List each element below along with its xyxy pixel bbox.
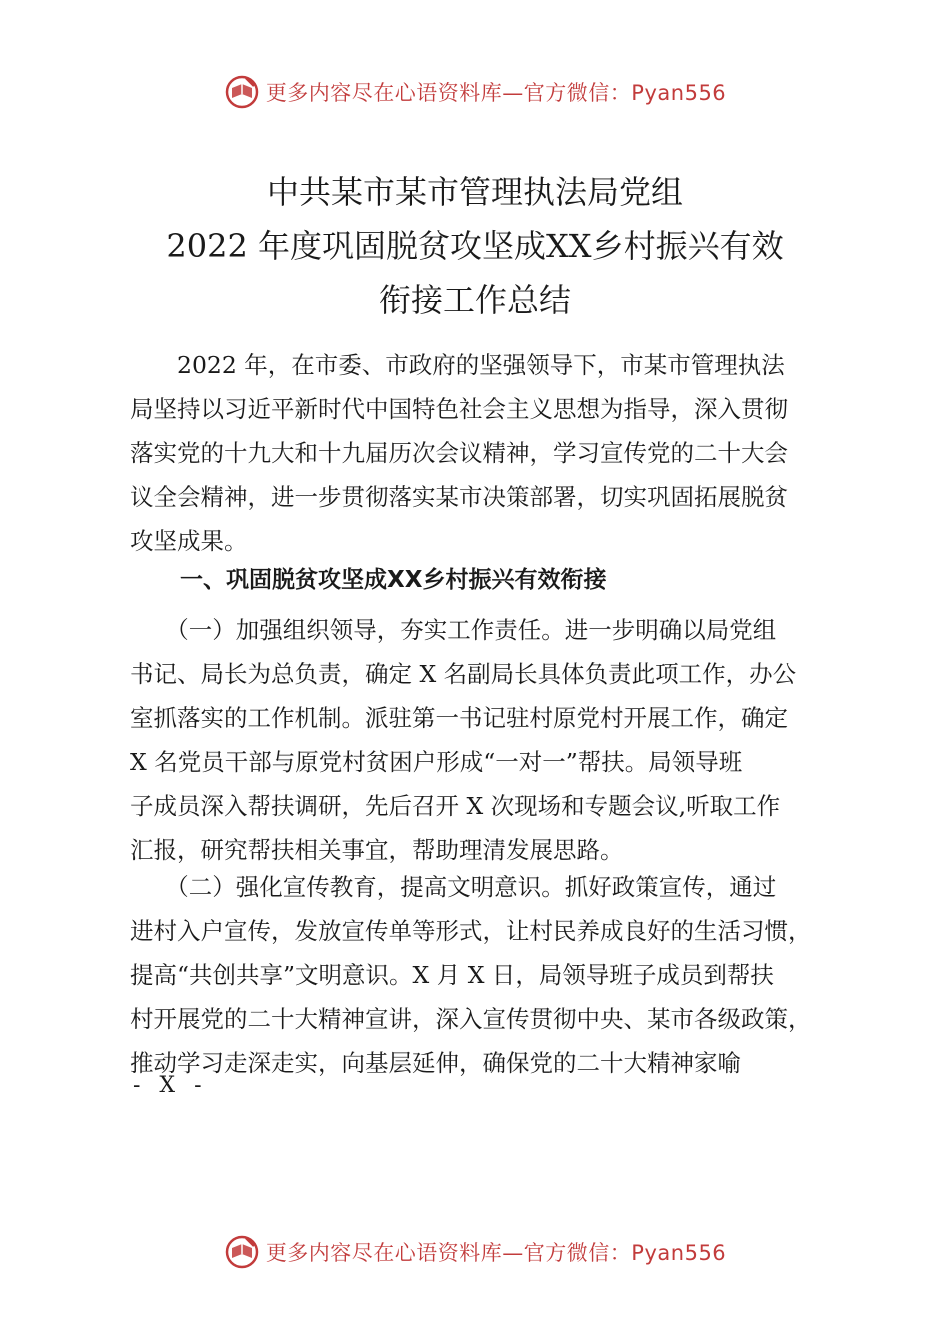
subsection-paragraph-2 bbox=[130, 865, 830, 1085]
paragraph-line: 村开展党的二十大精神宣讲，深入宣传贯彻中央、某市各级政策， bbox=[130, 1005, 812, 1033]
intro-paragraph bbox=[130, 343, 830, 563]
paragraph-line: X 名党员干部与原党村贫困户形成“一对一”帮扶。局领导班 bbox=[130, 748, 743, 776]
paragraph-line: 汇报，研究帮扶相关事宜，帮助理清发展思路。 bbox=[130, 836, 624, 864]
paragraph-line: 进村入户宣传，发放宣传单等形式，让村民养成良好的生活习惯， bbox=[130, 917, 812, 945]
paragraph-line: 子成员深入帮扶调研，先后召开 X 次现场和专题会议,听取工作 bbox=[130, 792, 781, 820]
document-title bbox=[0, 165, 950, 327]
watermark-text: 更多内容尽在心语资料库—官方微信：Pyan556 bbox=[265, 1241, 727, 1265]
paragraph-line: 落实党的十九大和十九届历次会议精神，学习宣传党的二十大会 bbox=[130, 439, 788, 467]
paragraph-line: 局坚持以习近平新时代中国特色社会主义思想为指导，深入贯彻 bbox=[130, 395, 788, 423]
paragraph-line: 书记、局长为总负责，确定 X 名副局长具体负责此项工作，办公 bbox=[130, 660, 797, 688]
paragraph-line: 提高“共创共享”文明意识。X 月 X 日，局领导班子成员到帮扶 bbox=[130, 961, 774, 989]
watermark-text: 更多内容尽在心语资料库—官方微信：Pyan556 bbox=[265, 81, 727, 105]
paragraph-line: 室抓落实的工作机制。派驻第一书记驻村原党村开展工作，确定 bbox=[130, 704, 788, 732]
subsection-paragraph-1 bbox=[130, 608, 830, 872]
paragraph-line: （二）强化宣传教育，提高文明意识。抓好政策宣传，通过 bbox=[130, 873, 777, 901]
page-number: - X - bbox=[133, 1073, 208, 1098]
watermark-top bbox=[0, 70, 950, 114]
paragraph-line: 议全会精神，进一步贯彻落实某市决策部署，切实巩固拓展脱贫 bbox=[130, 483, 788, 511]
title-line-1: 中共某市某市管理执法局党组 bbox=[266, 173, 683, 211]
paragraph-line: 2022 年，在市委、市政府的坚强领导下，市某市管理执法 bbox=[130, 351, 785, 379]
paragraph-line: （一）加强组织领导，夯实工作责任。进一步明确以局党组 bbox=[130, 616, 777, 644]
paragraph-line: 攻坚成果。 bbox=[130, 527, 248, 555]
book-quill-logo-icon bbox=[224, 1234, 260, 1270]
book-quill-logo-icon bbox=[224, 74, 260, 110]
section-heading-1: 一、巩固脱贫攻坚成XX乡村振兴有效衔接 bbox=[180, 567, 607, 593]
title-line-2: 2022 年度巩固脱贫攻坚成XX乡村振兴有效 bbox=[166, 227, 784, 265]
paragraph-line: 推动学习走深走实，向基层延伸，确保党的二十大精神家喻 bbox=[130, 1049, 741, 1077]
watermark-bottom bbox=[0, 1230, 950, 1274]
title-line-3: 衔接工作总结 bbox=[378, 281, 571, 319]
